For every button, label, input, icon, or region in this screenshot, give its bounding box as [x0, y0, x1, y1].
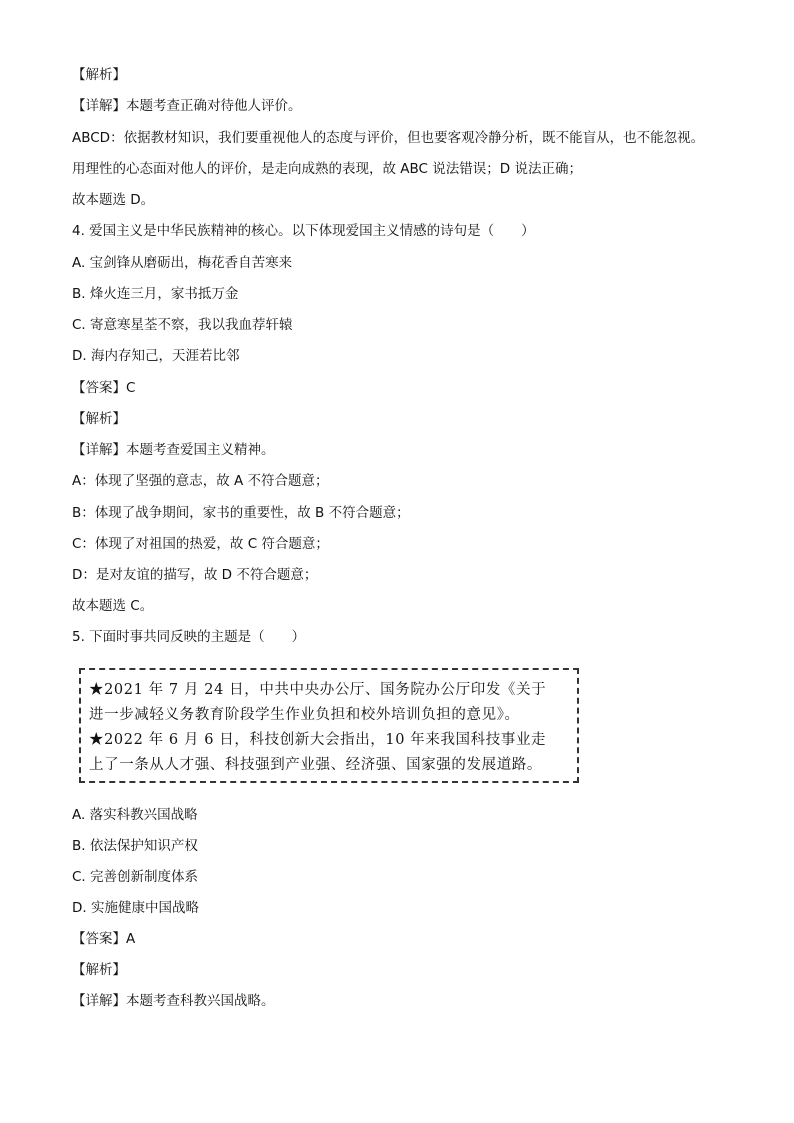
option-b: B. 烽火连三月，家书抵万金 [72, 286, 239, 302]
option-c: C. 寄意寒星荃不察，我以我血荐轩辕 [72, 317, 293, 333]
detail-explanation: 【详解】本题考查爱国主义精神。 [72, 442, 275, 458]
analysis-heading: 【解析】 [72, 411, 126, 427]
analysis-item: C：体现了对祖国的热爱，故 C 符合题意； [72, 536, 329, 552]
conclusion: 故本题选 D。 [72, 192, 155, 208]
analysis-heading: 【解析】 [72, 67, 126, 83]
explanation-paragraph: 用理性的心态面对他人的评价，是走向成熟的表现，故 ABC 说法错误；D 说法正确； [72, 161, 582, 177]
detail-explanation: 【详解】本题考查科教兴国战略。 [72, 993, 275, 1009]
option-d: D. 海内存知己，天涯若比邻 [72, 348, 240, 364]
option-b: B. 依法保护知识产权 [72, 838, 198, 854]
analysis-item: A：体现了坚强的意志，故 A 不符合题意； [72, 473, 329, 489]
callout-line: 进一步减轻义务教育阶段学生作业负担和校外培训负担的意见》。 [89, 707, 520, 723]
callout-line: 上了一条从人才强、科技强到产业强、经济强、国家强的发展道路。 [89, 757, 542, 773]
answer: 【答案】A [72, 931, 136, 947]
detail-explanation: 【详解】本题考查正确对待他人评价。 [72, 98, 302, 114]
explanation-paragraph: ABCD：依据教材知识，我们要重视他人的态度与评价，但也要客观冷静分析，既不能盲从，也不能忽视。 [72, 130, 705, 146]
question-stem: 5. 下面时事共同反映的主题是（ ） [72, 629, 306, 645]
option-a: A. 宝剑锋从磨砺出，梅花香自苦寒来 [72, 255, 293, 271]
analysis-heading: 【解析】 [72, 962, 126, 978]
question-stem: 4. 爱国主义是中华民族精神的核心。以下体现爱国主义情感的诗句是（ ） [72, 223, 535, 239]
option-c: C. 完善创新制度体系 [72, 869, 199, 885]
analysis-item: D：是对友谊的描写，故 D 不符合题意； [72, 567, 318, 583]
callout-line: ★2022 年 6 月 6 日，科技创新大会指出，10 年来我国科技事业走 [89, 732, 547, 748]
news-callout-box [79, 668, 579, 783]
conclusion: 故本题选 C。 [72, 598, 154, 614]
option-d: D. 实施健康中国战略 [72, 900, 199, 916]
callout-line: ★2021 年 7 月 24 日，中共中央办公厅、国务院办公厅印发《关于 [89, 682, 547, 698]
option-a: A. 落实科教兴国战略 [72, 807, 198, 823]
answer: 【答案】C [72, 380, 136, 396]
analysis-item: B：体现了战争期间，家书的重要性，故 B 不符合题意； [72, 505, 410, 521]
